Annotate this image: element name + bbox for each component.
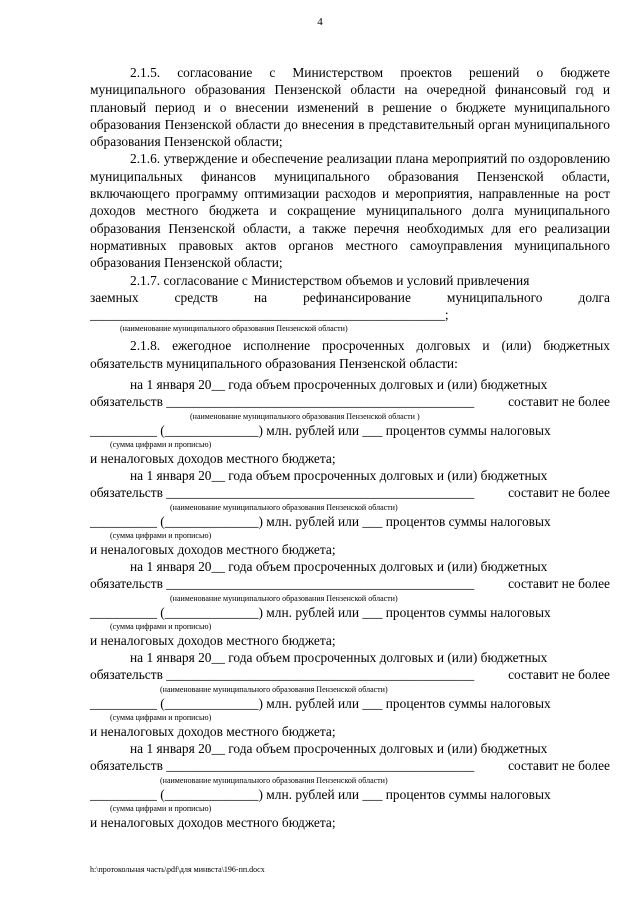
year-block-line-4: и неналоговых доходов местного бюджета; bbox=[90, 541, 336, 557]
year-block bbox=[90, 558, 610, 649]
year-block-amount-line: __________ (______________) млн. рублей или ___ процентов суммы налоговых bbox=[90, 604, 551, 620]
year-block-obligations-blank: обязательств ______________________________________________ bbox=[90, 667, 475, 683]
clause-2-1-7-blank-line: _____________________________________________________; bbox=[90, 307, 449, 323]
year-block-limit-text: составит не более bbox=[508, 394, 610, 410]
year-block-obligations-blank: обязательств ______________________________________________ bbox=[90, 394, 475, 410]
year-block-line-4: и неналоговых доходов местного бюджета; bbox=[90, 723, 336, 739]
year-block-line-1: на 1 января 20__ года объем просроченных долговых и (или) бюджетных bbox=[130, 741, 548, 756]
year-block-line-2 bbox=[90, 393, 610, 410]
year-block-line-2 bbox=[90, 484, 610, 501]
year-block-line-2 bbox=[90, 757, 610, 774]
year-block-line-1: на 1 января 20__ года объем просроченных долговых и (или) бюджетных bbox=[130, 468, 548, 483]
year-block bbox=[90, 740, 610, 831]
year-block-line-1: на 1 января 20__ года объем просроченных долговых и (или) бюджетных bbox=[130, 377, 548, 392]
year-block-amount-line: __________ (______________) млн. рублей или ___ процентов суммы налоговых bbox=[90, 695, 551, 711]
year-block-name-caption: (наименование муниципального образования Пензенской области ) bbox=[190, 411, 420, 421]
year-block-amount-caption: (сумма цифрами и прописью) bbox=[110, 803, 212, 813]
document-body bbox=[90, 64, 610, 372]
year-block-name-caption: (наименование муниципального образования Пензенской области) bbox=[170, 502, 398, 512]
year-block bbox=[90, 467, 610, 558]
clause-2-1-5: 2.1.5. согласование с Министерством проектов решений о бюджете муниципального образования Пензенской области на очередной финансовый год и плановый период и о внесении изменений в решение о бюджете муниципального образования Пензенской области до внесения в представительный орган муниципального образования Пензенской области; bbox=[90, 65, 610, 150]
clause-2-1-8: 2.1.8. ежегодное исполнение просроченных долговых и (или) бюджетных обязательств муниципального образования Пензенской области: bbox=[90, 338, 610, 371]
year-block-line-4: и неналоговых доходов местного бюджета; bbox=[90, 814, 336, 830]
clause-2-1-7-caption: (наименование муниципального образования Пензенской области) bbox=[120, 324, 348, 334]
year-block-amount-line: __________ (______________) млн. рублей или ___ процентов суммы налоговых bbox=[90, 513, 551, 529]
year-block bbox=[90, 376, 610, 467]
year-block-line-2 bbox=[90, 666, 610, 683]
year-block-name-caption: (наименование муниципального образования Пензенской области) bbox=[160, 684, 388, 694]
year-block-name-caption: (наименование муниципального образования Пензенской области) bbox=[160, 775, 388, 785]
year-block-amount-line: __________ (______________) млн. рублей или ___ процентов суммы налоговых bbox=[90, 422, 551, 438]
year-block-line-4: и неналоговых доходов местного бюджета; bbox=[90, 632, 336, 648]
year-block-amount-caption: (сумма цифрами и прописью) bbox=[110, 621, 212, 631]
year-block-line-4: и неналоговых доходов местного бюджета; bbox=[90, 450, 336, 466]
year-block-amount-caption: (сумма цифрами и прописью) bbox=[110, 712, 212, 722]
clause-2-1-7-line-2: заемных средств на рефинансирование муниципального долга bbox=[90, 289, 610, 305]
clause-2-1-6: 2.1.6. утверждение и обеспечение реализации плана мероприятий по оздоровлению муниципальных финансов муниципального образования Пензенской области, включающего программу оптимизации расходов и мероприятия, направленные на рост доходов местного бюджета и сокращение муниципального долга муниципального образования Пензенской области, а также перечня необходимых для его реализации нормативных правовых актов органов местного самоуправления муниципального образования Пензенской области; bbox=[90, 151, 610, 271]
clause-2-1-7-line-1: 2.1.7. согласование с Министерством объемов и условий привлечения bbox=[130, 272, 530, 288]
year-block-limit-text: составит не более bbox=[508, 485, 610, 501]
year-block-obligations-blank: обязательств ______________________________________________ bbox=[90, 758, 475, 774]
year-block-obligations-blank: обязательств ______________________________________________ bbox=[90, 485, 475, 501]
year-block-line-2 bbox=[90, 575, 610, 592]
year-block-line-1: на 1 января 20__ года объем просроченных долговых и (или) бюджетных bbox=[130, 650, 548, 665]
year-block-amount-line: __________ (______________) млн. рублей или ___ процентов суммы налоговых bbox=[90, 786, 551, 802]
footer-file-path: h:\протокольная часть\pdf\для минвста\196-пп.docx bbox=[90, 865, 265, 874]
year-block-limit-text: составит не более bbox=[508, 758, 610, 774]
year-block-name-caption: (наименование муниципального образования Пензенской области) bbox=[170, 593, 398, 603]
year-block-amount-caption: (сумма цифрами и прописью) bbox=[110, 530, 212, 540]
year-block-limit-text: составит не более bbox=[508, 667, 610, 683]
year-block-line-1: на 1 января 20__ года объем просроченных долговых и (или) бюджетных bbox=[130, 559, 548, 574]
year-block bbox=[90, 649, 610, 740]
year-block-limit-text: составит не более bbox=[508, 576, 610, 592]
page-number: 4 bbox=[317, 16, 323, 28]
year-block-obligations-blank: обязательств ______________________________________________ bbox=[90, 576, 475, 592]
year-block-amount-caption: (сумма цифрами и прописью) bbox=[110, 439, 212, 449]
